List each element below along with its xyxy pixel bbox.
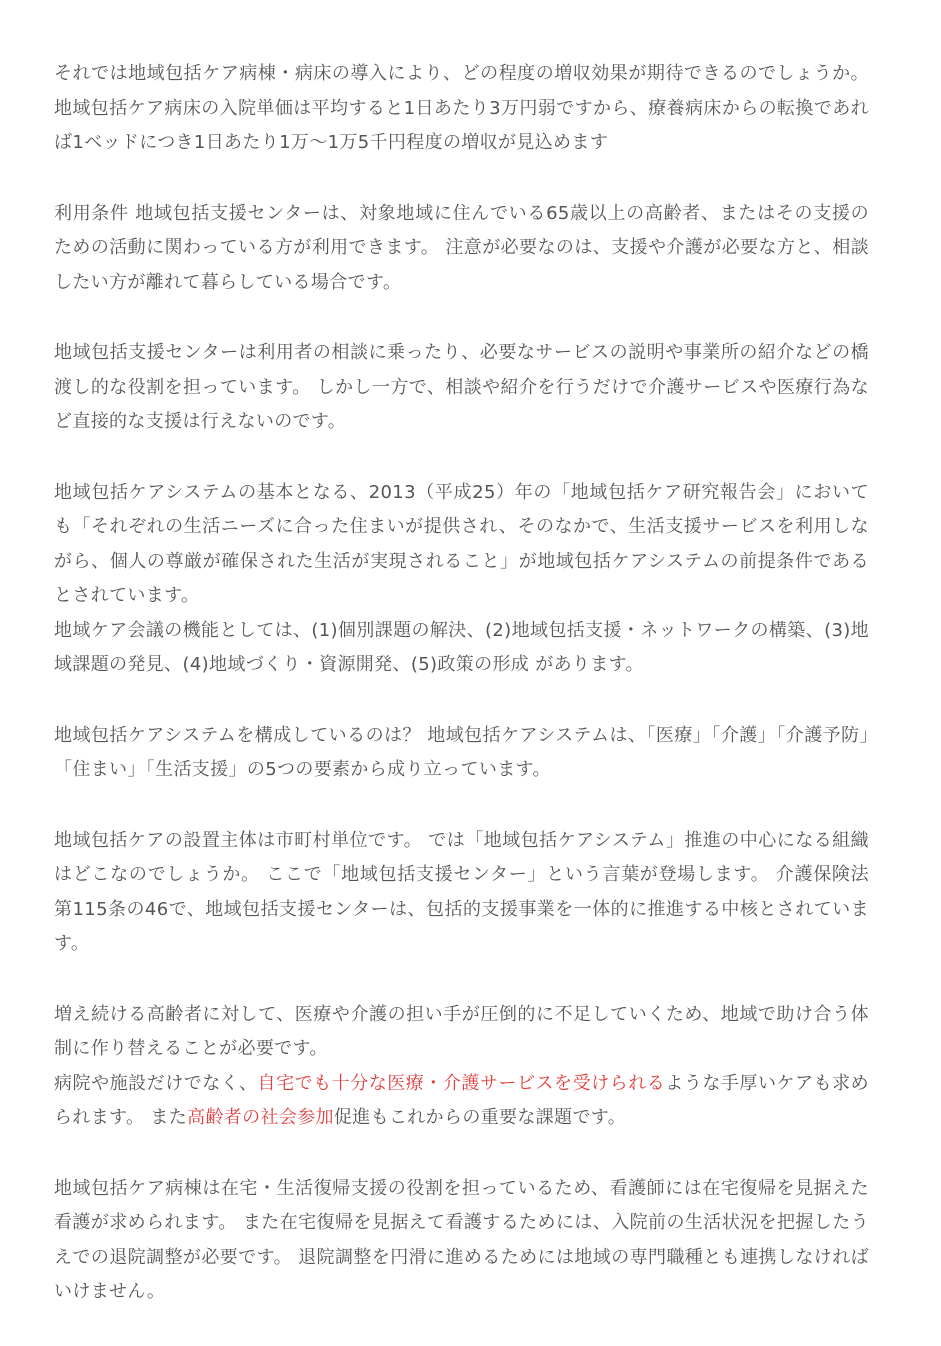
paragraph-text: 地域包括ケアの設置主体は市町村単位です。 では「地域包括ケアシステム」推進の中心になる組織はどこなのでしょうか。 ここで「地域包括支援センター」という言葉が登場します。 介護保険法第115条の46で、地域包括支援センターは、包括的支援事業を一体的に推進する中核とされています。 bbox=[54, 829, 869, 954]
paragraph-system-basis bbox=[54, 476, 869, 683]
paragraph-usage-conditions bbox=[54, 197, 869, 301]
paragraph-aging-society bbox=[54, 998, 869, 1136]
paragraph-text: 地域包括支援センターは利用者の相談に乗ったり、必要なサービスの説明や事業所の紹介などの橋渡し的な役割を担っています。 しかし一方で、相談や紹介を行うだけで介護サービスや医療行為など直接的な支援は行えないのです。 bbox=[54, 342, 869, 432]
text-segment: 病院や施設だけでなく、 bbox=[54, 1072, 258, 1094]
paragraph-revenue-effect bbox=[54, 57, 869, 161]
paragraph-text: 地域包括ケア病棟は在宅・生活復帰支援の役割を担っているため、看護師には在宅復帰を見据えた看護が求められます。 また在宅復帰を見据えて看護するためには、入院前の生活状況を把握したうえでの退院調整が必要です。 退院調整を円滑に進めるためには地域の専門職種とも連携しなければいけません。 bbox=[54, 1177, 869, 1302]
paragraph-text: 地域包括ケアシステムを構成しているのは？ 地域包括ケアシステムは、「医療」「介護」「介護予防」「住まい」「生活支援」の5つの要素から成り立っています。 bbox=[54, 724, 869, 780]
paragraph-ward-role bbox=[54, 1172, 869, 1310]
text-segment: ような手厚いケアも求められます。 また bbox=[54, 1072, 869, 1128]
paragraph-text-mutual-support: 増え続ける高齢者に対して、医療や介護の担い手が圧倒的に不足していくため、地域で助け合う体制に作り替えることが必要です。 bbox=[54, 1003, 869, 1059]
paragraph-system-elements bbox=[54, 719, 869, 788]
paragraph-text-meeting-functions: 地域ケア会議の機能としては、(1)個別課題の解決、(2)地域包括支援・ネットワークの構築、(3)地域課題の発見、(4)地域づくり・資源開発、(5)政策の形成 があります。 bbox=[54, 619, 869, 675]
text-segment: 促進もこれからの重要な課題です。 bbox=[333, 1107, 627, 1128]
paragraph-text: それでは地域包括ケア病棟・病床の導入により、どの程度の増収効果が期待できるのでしょうか。 地域包括ケア病床の入院単価は平均すると1日あたり3万円弱ですから、療養病床からの転換であれば1ベッドにつき1日あたり1万～1万5千円程度の増収が見込めます bbox=[54, 63, 869, 153]
paragraph-center-role bbox=[54, 336, 869, 440]
paragraph-text: 利用条件 地域包括支援センターは、対象地域に住んでいる65歳以上の高齢者、またはその支援のための活動に関わっている方が利用できます。 注意が必要なのは、支援や介護が必要な方と、相談したい方が離れて暮らしている場合です。 bbox=[54, 202, 869, 293]
paragraph-text-report: 地域包括ケアシステムの基本となる、2013（平成25）年の「地域包括ケア研究報告会」においても「それぞれの生活ニーズに合った住まいが提供され、そのなかで、生活支援サービスを利用しながら、個人の尊厳が確保された生活が実現されること」が地域包括ケアシステムの前提条件であるとされています。 bbox=[54, 481, 869, 606]
highlight-social-participation: 高齢者の社会参加 bbox=[187, 1107, 334, 1128]
article-body bbox=[54, 57, 869, 1346]
paragraph-text-home-care bbox=[54, 1067, 869, 1136]
highlight-home-care: 自宅でも十分な医療・介護サービスを受けられる bbox=[257, 1072, 666, 1094]
paragraph-municipal-unit bbox=[54, 824, 869, 962]
